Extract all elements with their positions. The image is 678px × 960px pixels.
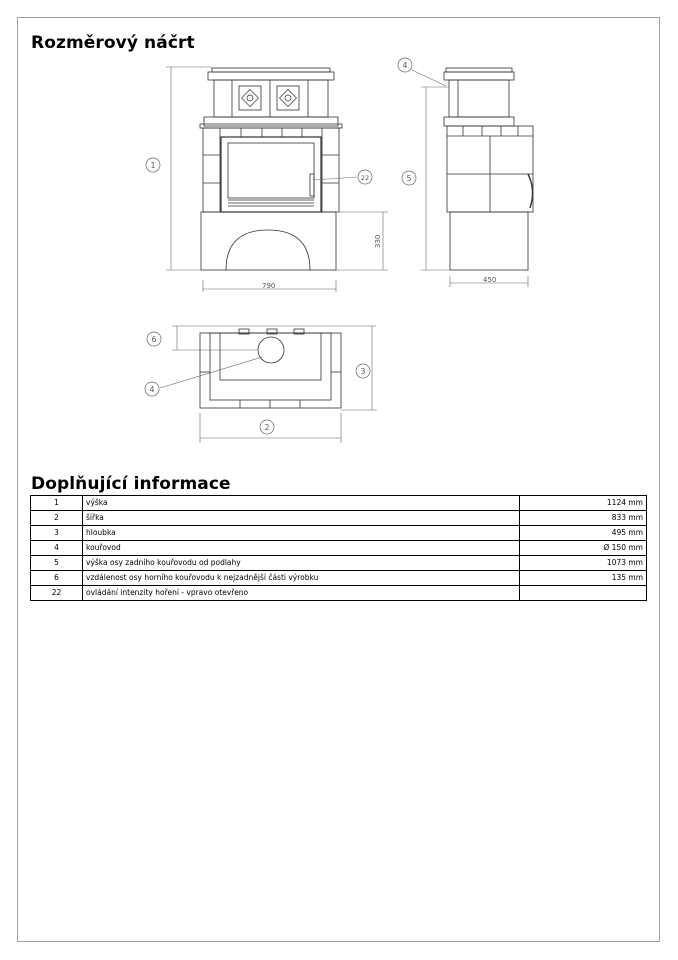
- side-depth-label: 450: [483, 276, 497, 284]
- row-number: 3: [31, 526, 83, 541]
- row-value: [520, 586, 647, 601]
- row-label: hloubka: [83, 526, 520, 541]
- info-table: [30, 495, 647, 601]
- table-row: [31, 526, 647, 541]
- sketch-title: Rozměrový náčrt: [31, 33, 195, 53]
- front-view: [200, 68, 342, 270]
- row-number: 6: [31, 571, 83, 586]
- row-number: 5: [31, 556, 83, 571]
- side-view: [444, 68, 533, 270]
- top-view: [200, 329, 341, 408]
- base-height-label: 330: [374, 234, 382, 248]
- table-row: [31, 571, 647, 586]
- row-label: výška: [83, 496, 520, 511]
- callout-6: 6: [151, 335, 157, 344]
- row-number: 22: [31, 586, 83, 601]
- row-number: 2: [31, 511, 83, 526]
- table-row: [31, 541, 647, 556]
- callout-22: 22: [360, 174, 370, 182]
- callout-4-side: 4: [402, 61, 408, 70]
- dimension-sketch: [0, 0, 678, 470]
- row-value: 495 mm: [520, 526, 647, 541]
- row-number: 1: [31, 496, 83, 511]
- callout-5: 5: [406, 174, 412, 183]
- table-row: [31, 496, 647, 511]
- row-value: Ø 150 mm: [520, 541, 647, 556]
- row-value: 1124 mm: [520, 496, 647, 511]
- row-label: kouřovod: [83, 541, 520, 556]
- info-title: Doplňující informace: [31, 474, 231, 494]
- row-number: 4: [31, 541, 83, 556]
- callout-4-top: 4: [149, 385, 155, 394]
- row-label: výška osy zadního kouřovodu od podlahy: [83, 556, 520, 571]
- table-row: [31, 511, 647, 526]
- callout-2: 2: [264, 423, 270, 432]
- row-value: 1073 mm: [520, 556, 647, 571]
- callout-1: 1: [150, 161, 156, 170]
- table-row: [31, 586, 647, 601]
- row-label: ovládání intenzity hoření - vpravo otevřeno: [83, 586, 520, 601]
- table-row: [31, 556, 647, 571]
- front-width-label: 790: [262, 282, 276, 290]
- row-label: šířka: [83, 511, 520, 526]
- decor-ornament: [242, 90, 297, 107]
- callout-3: 3: [360, 367, 366, 376]
- side-dimensions: [412, 70, 528, 287]
- row-value: 135 mm: [520, 571, 647, 586]
- row-value: 833 mm: [520, 511, 647, 526]
- row-label: vzdálenost osy horního kouřovodu k nejzadnější části výrobku: [83, 571, 520, 586]
